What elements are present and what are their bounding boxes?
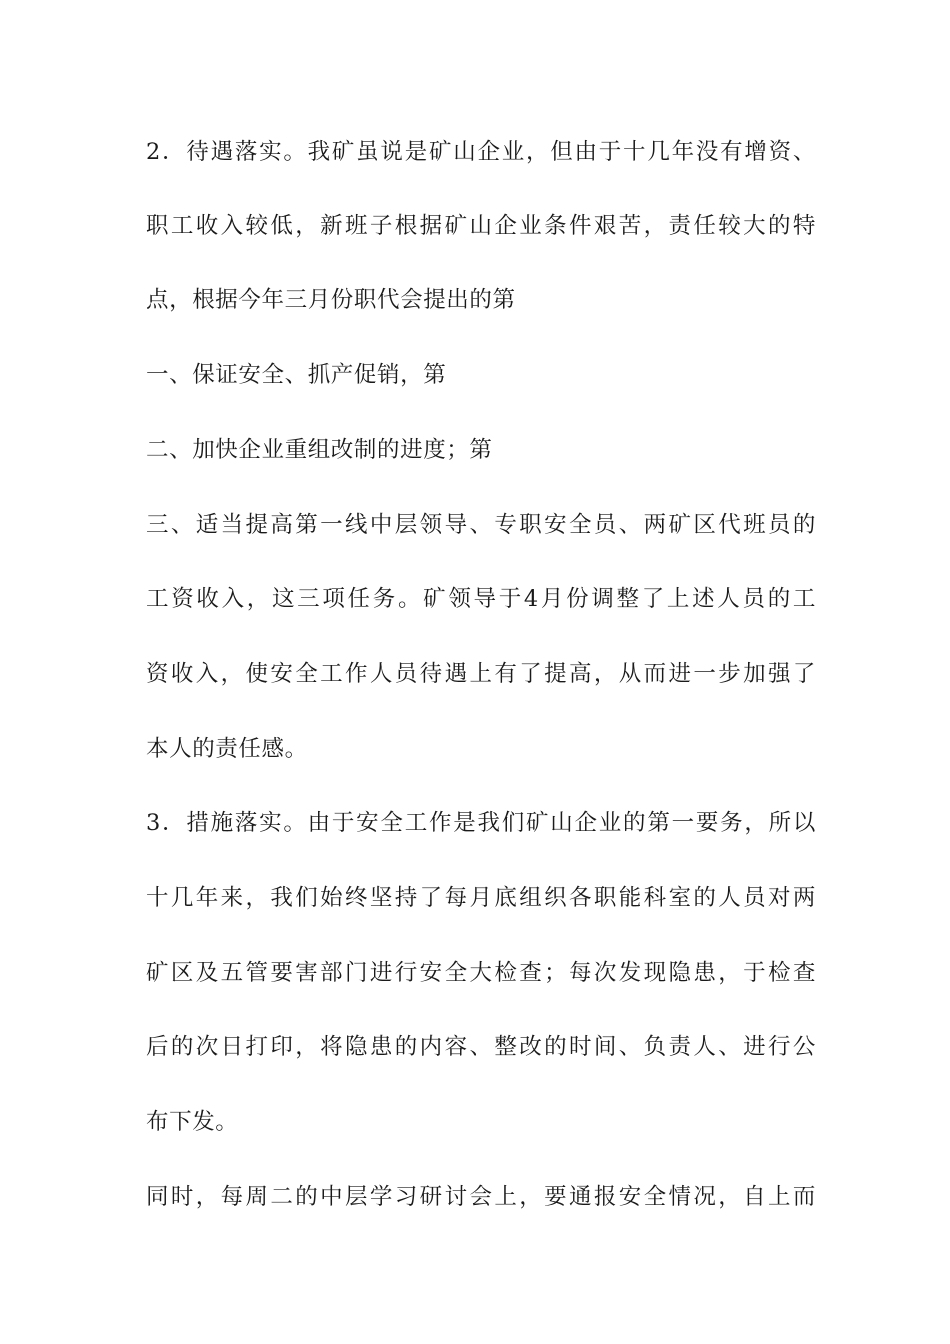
text-line: 工资收入，这三项任务。矿领导于4月份调整了上述人员的工 — [146, 586, 816, 612]
text-line: 十几年来，我们始终坚持了每月底组织各职能科室的人员对两 — [146, 885, 816, 911]
text-line: 点，根据今年三月份职代会提出的第 — [146, 287, 516, 313]
text-line: 本人的责任感。 — [146, 736, 308, 762]
text-line: 职工收入较低，新班子根据矿山企业条件艰苦，责任较大的特 — [146, 213, 816, 239]
text-line: 二、加快企业重组改制的进度；第 — [146, 437, 493, 463]
text-line: 2．待遇落实。我矿虽说是矿山企业，但由于十几年没有增资、 — [146, 139, 816, 165]
text-line: 布下发。 — [146, 1109, 239, 1135]
text-line: 三、适当提高第一线中层领导、专职安全员、两矿区代班员的 — [146, 512, 816, 538]
text-line: 矿区及五管要害部门进行安全大检查；每次发现隐患，于检查 — [146, 960, 816, 986]
text-line: 后的次日打印，将隐患的内容、整改的时间、负责人、进行公 — [146, 1034, 816, 1060]
text-line: 资收入，使安全工作人员待遇上有了提高，从而进一步加强了 — [146, 661, 816, 687]
text-line: 同时，每周二的中层学习研讨会上，要通报安全情况，自上而 — [146, 1184, 816, 1210]
text-line: 一、保证安全、抓产促销，第 — [146, 362, 447, 388]
text-line: 3．措施落实。由于安全工作是我们矿山企业的第一要务，所以 — [146, 810, 816, 836]
